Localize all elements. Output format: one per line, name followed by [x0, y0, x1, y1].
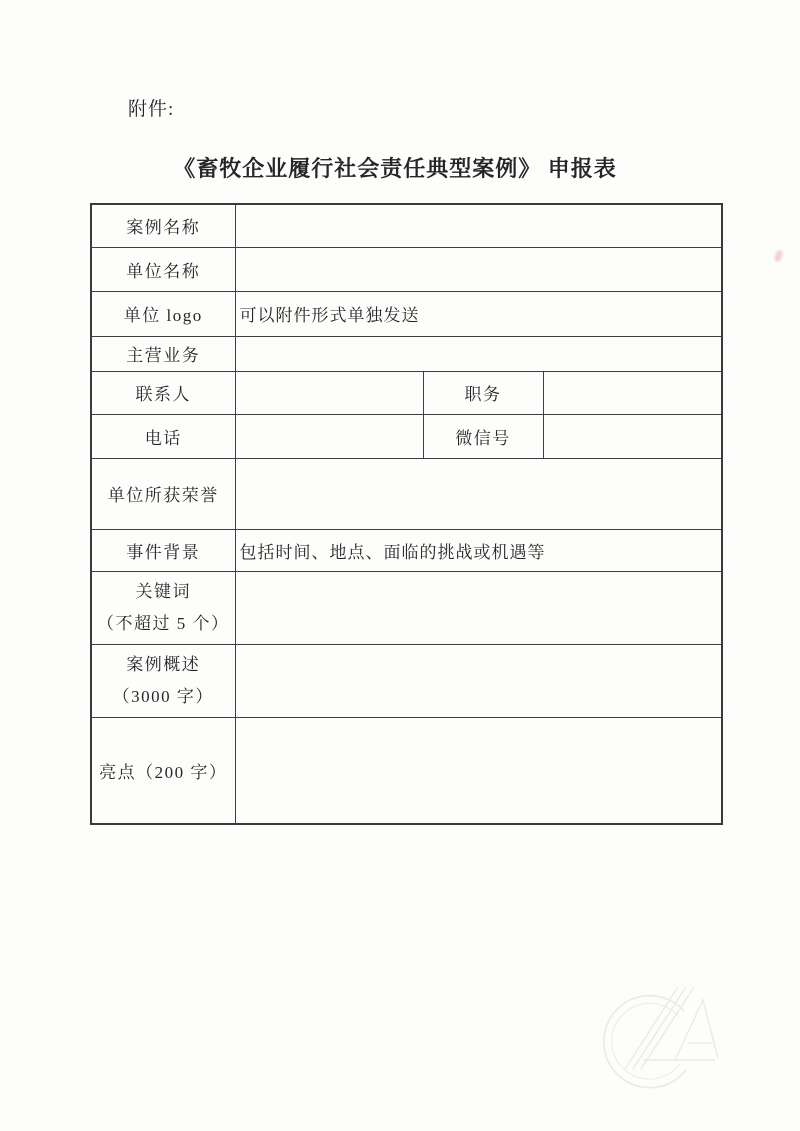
row-label-background: 事件背景: [91, 529, 235, 571]
row-label-overview: [91, 644, 235, 717]
row-label-phone: 电话: [91, 414, 235, 458]
table-row: [91, 458, 722, 529]
table-row: [91, 529, 722, 571]
row-label-highlights: 亮点（200 字）: [91, 717, 235, 824]
table-row: [91, 371, 722, 414]
table-row: [91, 644, 722, 717]
row-label-contact: 联系人: [91, 371, 235, 414]
row-label-unit-logo: 单位 logo: [91, 291, 235, 336]
row-value-background: 包括时间、地点、面临的挑战或机遇等: [235, 529, 722, 571]
row-label-main-business: 主营业务: [91, 336, 235, 371]
row-value-case-name: [235, 204, 722, 247]
table-row: [91, 717, 722, 824]
row-value-honors: [235, 458, 722, 529]
row-label-position: 职务: [423, 371, 543, 414]
attachment-label: 附件:: [128, 99, 175, 120]
page-title: 《畜牧企业履行社会责任典型案例》 申报表: [173, 156, 617, 181]
row-value-overview: [235, 644, 722, 717]
row-label-overview-line2: （3000 字）: [112, 686, 214, 706]
row-value-main-business: [235, 336, 722, 371]
table-row: [91, 291, 722, 336]
row-label-honors: 单位所获荣誉: [91, 458, 235, 529]
row-value-wechat: [543, 414, 722, 458]
application-form-table: [90, 203, 723, 825]
row-value-keywords: [235, 571, 722, 644]
table-row: [91, 571, 722, 644]
row-label-case-name: 案例名称: [91, 204, 235, 247]
row-value-contact: [235, 371, 423, 414]
table-row: [91, 247, 722, 291]
row-value-position: [543, 371, 722, 414]
association-logo-watermark: [575, 965, 735, 1125]
row-label-keywords-line1: 关键词: [135, 581, 191, 601]
row-label-overview-line1: 案例概述: [126, 654, 201, 674]
table-row: [91, 204, 722, 247]
row-value-highlights: [235, 717, 722, 824]
row-label-wechat: 微信号: [423, 414, 543, 458]
row-label-keywords: [91, 571, 235, 644]
table-row: [91, 414, 722, 458]
row-label-keywords-line2: （不超过 5 个）: [97, 613, 230, 633]
row-value-unit-logo: 可以附件形式单独发送: [235, 291, 722, 336]
row-value-phone: [235, 414, 423, 458]
row-label-unit-name: 单位名称: [91, 247, 235, 291]
table-row: [91, 336, 722, 371]
row-value-unit-name: [235, 247, 722, 291]
scan-artifact-speck: [773, 249, 783, 263]
